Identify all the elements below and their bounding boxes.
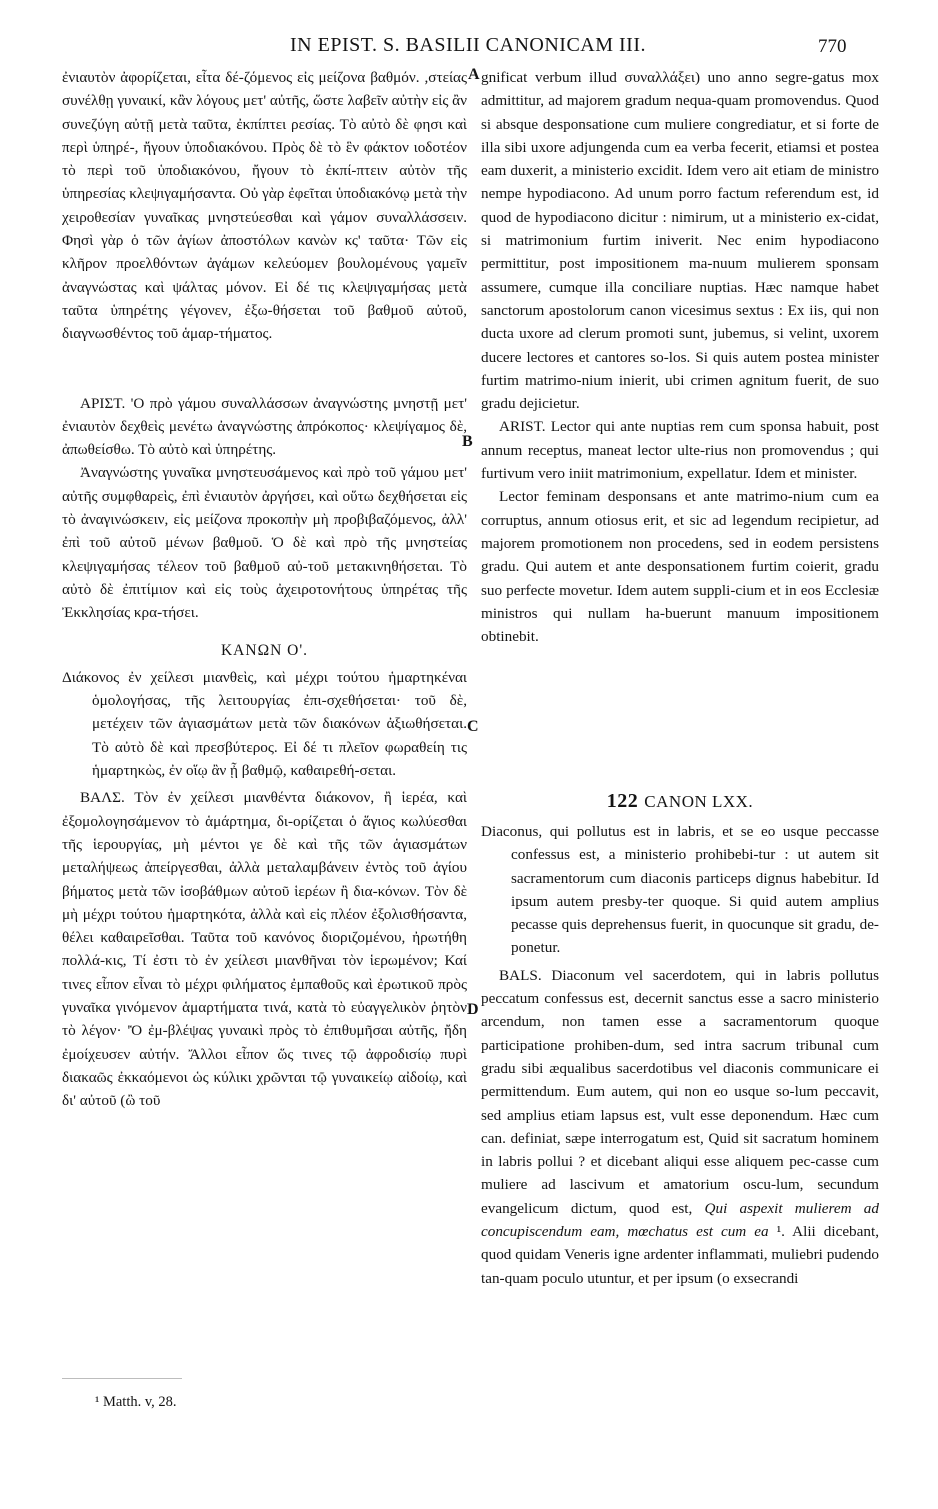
latin-paragraph-3: Lector feminam desponsans et ante matrimo-nium cum ea corruptus, annum otiosus erit, et sic ad legendum recipietur, ad majorem promotionem non procedens, sed in eodem persistens gradu. Qui autem et ante desponsationem furtim coierit, gradu suo perfecte movetur. Idem autem suppli-cium et in eos Ecclesiæ ministros qui nullam ha-buerunt manuum impositionem obtinebit.: [481, 488, 879, 646]
greek-paragraph-3: Ἀναγνώστης γυναῖκα μνηστευσάμενος καὶ πρὸ τοῦ γάμου μετ' αὐτῆς συμφθαρεὶς, ἐπὶ ἐνιαυτὸν ἀργήσει, καὶ οὕτω δεχθήσεται εἰς τὸ ἀναγινώσκειν, εἰς μείζονα προκοπὴν μὴ προβιβαζόμενος, ἀλλ' ἐπὶ τοῦ αὐτοῦ μένων βαθμοῦ. Ὁ δὲ καὶ πρὸ τῆς μνηστείας κλεψιγαμήσας τέλεον τοῦ βαθμοῦ αὐ-τοῦ μετακινηθήσεται. Τὸ αὐτὸ δὲ ἐπιτίμιον καὶ εἰς τοὺς ἀχειροτονήτους ὑπηρέτας τῆς Ἐκκλησίας κρα-τήσει.: [62, 464, 467, 622]
footnote: ¹ Matth. v, 28.: [95, 1394, 177, 1410]
greek-canon-text: Διάκονος ἐν χείλεσι μιανθεὶς, καὶ μέχρι τούτου ἡμαρτηκέναι ὁμολογήσας, τῆς λειτουργίας ἐπι-σχεθήσεται· τοῦ δὲ, μετέχειν τῶν ἁγιασμάτων μετὰ τῶν διακόνων ἀξιωθήσεται. Τὸ αὐτὸ δὲ καὶ πρεσβύτερος. Εἰ δέ τι πλεῖον φωραθείη τις ἡμαρτηκὼς, ἐν οἵῳ ἂν ᾖ βαθμῷ, καθαιρεθή-σεται.: [62, 668, 467, 780]
latin-canon-text: Diaconus, qui pollutus est in labris, et se eo usque peccasse confessus est, a ministerio prohibebi-tur : ut autem sit sacramentorum cum diaconis particeps dignus habebitur. Id ipsum autem presby-ter quoque. Si quid autem amplius pecasse quis deprehensus fuerit, in quocunque sit gradu, de-ponetur.: [481, 823, 879, 957]
greek-bals-paragraph: ΒΑΛΣ. Τὸν ἐν χείλεσι μιανθέντα διάκονον, ἢ ἱερέα, καὶ ἐξομολογησάμενον τὸ ἁμάρτημα, δι-ορίζεται ὁ ἅγιος κωλύεσθαι τῆς ἱερουργίας, μὴ μέντοι γε δὲ καὶ τῆς τῶν ἁγιασμάτων μεταλήψεως ἀπείργεσθαι, ἀλλὰ μεταλαμβάνειν ἐντὸς τοῦ ἁγίου βήματος μετὰ τῶν ἰσοβάθμων αὐτοῦ ἱερέων ἢ δια-κόνων. Τὸν δὲ μὴ μέχρι τούτου ἡμαρτηκότα, ἀλλὰ καὶ εἰς πλέον ἐξολισθήσαντα, θέλει καθαιρεῖσθαι. Ταῦτα τοῦ κανόνος διοριζομένου, ἠρωτήθη πολλά-κις, Τί ἐστι τὸ ἐν χείλεσι μιανθῆναι τὸν ἱερωμένον; Καί τινες εἶπον εἶναι τὸ μέχρι φιλήματος ἐμπαθοῦς καὶ ἐρωτικοῦ πρὸς γυναῖκα γινόμενον ἁμαρτήματα τινά, κατὰ τὸ εὐαγγελικὸν ῥητὸν τὸ λέγον· 'Ὁ ἐμ-βλέψας γυναικὶ πρὸς τὸ ἐπιθυμῆσαι αὐτῆς, ἤδη ἐμοίχευσεν αὐτήν. Ἄλλοι εἶπον ὥς τινες τῷ ἀφροδισίῳ πυρὶ διακαῶς ἐκκαόμενοι ὡς κύλικι χρῶνται τῷ γυναικείῳ αἰδοίῳ, καὶ δι' αὐτοῦ (ὢ τοῦ: [62, 789, 467, 1110]
latin-canon-title: CANON LXX.: [644, 792, 754, 811]
latin-bals-main: BALS. Diaconum vel sacerdotem, qui in labris pollutus peccatum confessus est, decernit sanctus esse a sacro ministerio arcendum, non tamen esse a sacramentorum quoque participatione prohiben-dum, sed intra sacrum tribunal cum gradu sibi æqualibus sacerdotibus vel diaconis communicare ei permittendum. Eum autem, qui non eo usque so-lum peccavit, sed amplius etiam lapsus est, vult esse deponendum. Hæc cum can. definiat, sæpe interrogatum est, Quid sit sacratum hominem in labris pollui ? et dicebant aliqui esse aliquem pec-casse cum muliere ad lascivum et amatorium oscu-lum, secundum evangelicum dictum, quod est,: [481, 966, 879, 1217]
latin-paragraph-1: gnificat verbum illud συναλλάξει) uno anno segre-gatus mox admittitur, ad majorem gradum nequa-quam promovendus. Quod si absque desponsatione cum muliere congrediatur, et si forte de illa sibi uxore adjungenda cum ea verba fecerit, etiamsi et postea eam duxerit, a ministerio excidit. Idem vero ait etiam de ministro nempe hypodiacono. Ad unum porro factum referendum est, id quod de hypodiacono dicitur : nimirum, ut a ministerio ex-cidat, si matrimonium furtim iniverit. Nec enim hypodiacono permittitur, post impositionem ma-nuum mulierem sponsam assumere, cumque illa conciliare nuptias. Hæc namque habet sanctorum apostolorum canon vicesimus sextus : Ex iis, qui non ducta uxore ad clerum promoti sunt, jubemus, si velint, uxorem ducere lectores et cantores so-los. Si quis autem postea minister furtim matrimo-nium inierit, ubi crimen agnitum fuerit, de suo gradu dejicietur.: [481, 69, 879, 413]
latin-bals-paragraph: [481, 964, 879, 1290]
greek-paragraph-1: ἐνιαυτὸν ἀφορίζεται, εἶτα δέ-ζόμενος εἰς μείζονα βαθμόν. ,στείας συνέλθῃ γυναικί, κἂν λόγους μετ' αὐτῆς, ὥστε λαβεῖν αὐτὴν εἰς ἂν συνεζύγη αὐτῇ μετὰ ταῦτα, ἐκπίπτει ρεσίας. Τὸ αὐτὸ δὲ φησι καὶ περὶ ὑπηρέ-, ἤγουν ὑποδιακόνου. Πρὸς δὲ τὸ ἓν φάκτον ιοδοτέον τὸ περὶ τοῦ ὑποδιακόνου, ἤγουν τὸ ἐκπί-πτειν αὐτὸν τῆς ὑπηρεσίας κλεψιγαμήσαντα. Οὐ γὰρ ἐφεῖται ὑποδιακόνῳ μετὰ τὴν χειροθεσίαν γυναῖκας μνηστεύεσθαι καὶ γάμον συναλλάσσειν. Φησὶ γὰρ ὁ τῶν ἁγίων ἀποστόλων κανὼν κς' ταῦτα· Τῶν εἰς κλῆρον προελθόντων ἀγάμων κελεύομεν βουλομένους γαμεῖν ἀναγνώστας καὶ ψάλτας μόνον. Εἰ δέ τις κλεψιγαμήσας μετὰ ταῦτα ὑπηρέτης γέγονεν, ἐξω-θήσεται τοῦ βαθμοῦ αὐτοῦ, διαγνωσθέντος τοῦ ἁμαρ-τήματος.: [62, 69, 467, 343]
greek-column: [62, 66, 467, 1112]
margin-letter-a: A: [468, 66, 480, 83]
footnote-rule: [62, 1378, 182, 1379]
margin-letter-c: C: [467, 718, 479, 735]
greek-arist-paragraph: ΑΡΙΣΤ. 'Ο πρὸ γάμου συναλλάσσων ἀναγνώστης μνηστῇ μετ' ἐνιαυτὸν δεχθεὶς μενέτω ἀναγνώστης ἀπρόκοπος· κλεψίγαμος δὲ, ἀπωθείσθω. Τὸ αὐτὸ καὶ ὑπηρέτης.: [62, 394, 467, 459]
latin-arist-paragraph: ARIST. Lector qui ante nuptias rem cum sponsa habuit, post annum receptus, maneat lector ulte-rius non promovendus ; qui furtivum vero iniit matrimonium, expellatur. Idem et minister.: [481, 418, 879, 483]
latin-canon-heading: [481, 790, 879, 813]
margin-letter-d: D: [467, 1001, 479, 1018]
greek-canon-title: ΚΑΝΩΝ Ο'.: [220, 641, 309, 659]
page-number: 770: [818, 36, 847, 57]
latin-bals-quote: Qui aspexit mulierem ad concupiscendum eam, mœchatus est cum ea: [481, 1199, 879, 1241]
running-head: IN EPIST. S. BASILII CANONICAM III.: [290, 34, 647, 56]
latin-column-top: [481, 66, 879, 648]
latin-canon-number: 122: [606, 790, 639, 812]
margin-letter-b: B: [462, 433, 473, 450]
latin-bals-note: ¹. Alii dicebant, quod quidam Veneris igne ardenter inflammati, muliebri pudendo tan-quam poculo utuntur, et per ipsum (o exsecrandi: [481, 1223, 879, 1287]
latin-column-bottom: [481, 820, 879, 1290]
